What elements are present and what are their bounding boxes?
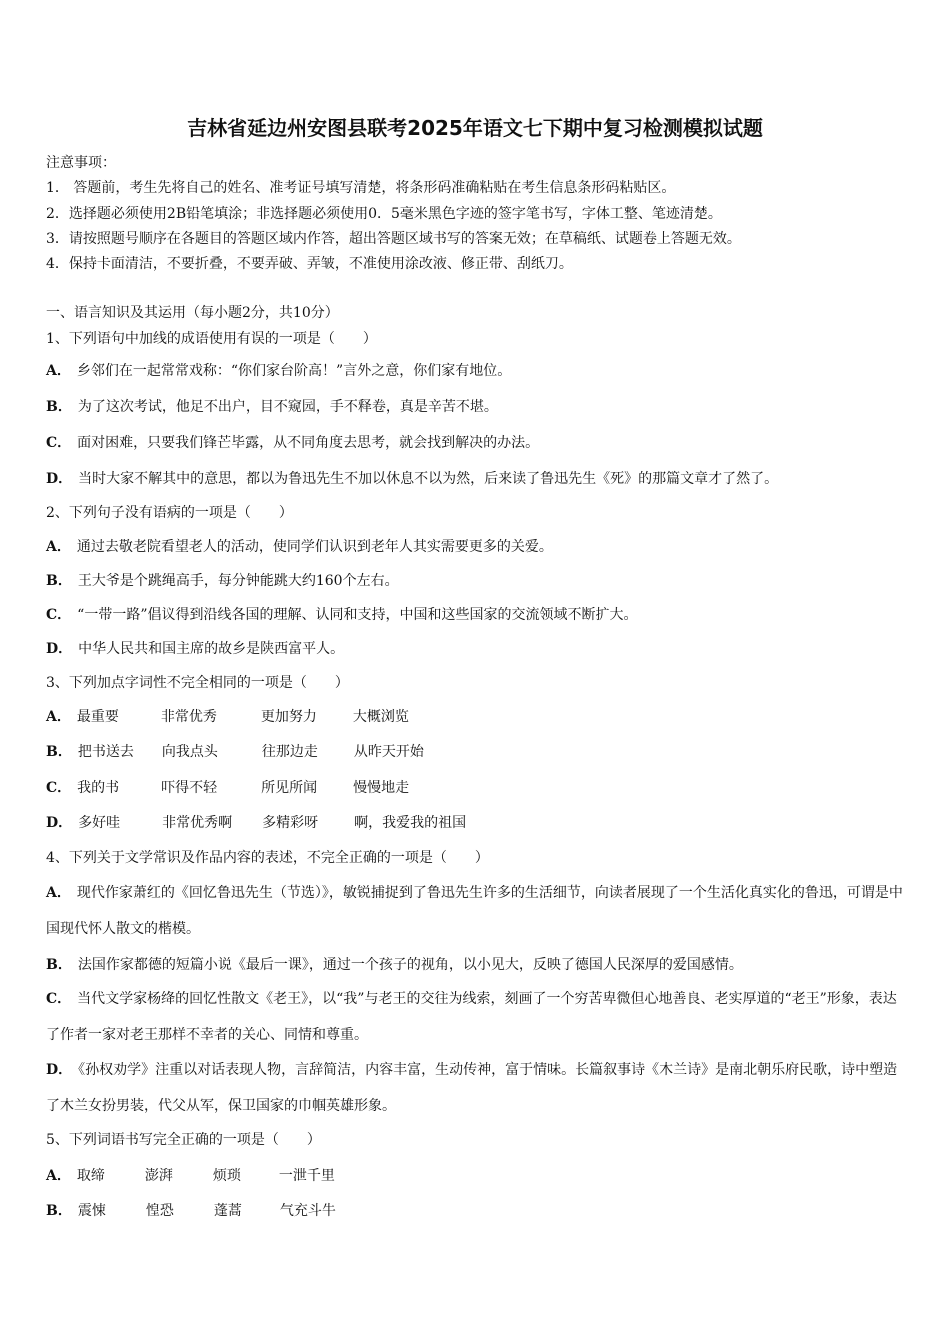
option-text: 王大爷是个跳绳高手，每分钟能跳大约160个左右。 [77, 573, 399, 589]
word: 把书送去 [77, 744, 134, 760]
question-stem: 3、下列加点字词性不完全相同的一项是（ ） [46, 675, 349, 691]
option-c [46, 777, 409, 797]
word: 更加努力 [260, 709, 317, 725]
word: 非常优秀 [160, 709, 217, 725]
option-label: A． [46, 363, 71, 379]
option-label: C． [46, 435, 72, 451]
word: 从昨天开始 [353, 744, 424, 760]
notice-item: 2．选择题必须使用2B铅笔填涂；非选择题必须使用0．5毫米黑色字迹的签字笔书写，字体工整、笔迹清楚。 [46, 206, 722, 222]
option-b [46, 954, 743, 974]
word: 非常优秀啊 [162, 815, 233, 831]
option-d [46, 638, 344, 658]
option-a [46, 360, 511, 380]
option-text: “一带一路”倡议得到沿线各国的理解、认同和支持，中国和这些国家的交流领域不断扩大。 [77, 607, 638, 623]
option-label: B． [46, 1203, 72, 1219]
option-d [46, 468, 778, 488]
option-label: B． [46, 573, 72, 589]
word: 啊，我爱我的祖国 [354, 815, 467, 831]
option-d [46, 812, 466, 832]
option-b [46, 1200, 336, 1220]
option-label: A． [46, 1168, 71, 1184]
word: 最重要 [76, 709, 119, 725]
option-text: 当代文学家杨绛的回忆性散文《老王》，以“我”与老王的交往为线索，刻画了一个穷苦卑微但心地善良、老实厚道的“老王”形象，表达了作者一家对老王那样不幸者的关心、同情和尊重。 [46, 991, 897, 1043]
notice-heading: 注意事项： [46, 155, 116, 171]
word: 多精彩呀 [262, 815, 319, 831]
question-stem: 5、下列词语书写完全正确的一项是（ ） [46, 1132, 321, 1148]
word: 烦琐 [212, 1168, 241, 1184]
option-text: 乡邻们在一起常常戏称：“你们家台阶高！”言外之意，你们家有地位。 [76, 363, 512, 379]
option-label: B． [46, 399, 72, 415]
option-label: A． [46, 539, 71, 555]
notice-item: 3．请按照题号顺序在各题目的答题区域内作答，超出答题区域书写的答案无效；在草稿纸、试题卷上答题无效。 [46, 231, 741, 247]
question-stem: 4、下列关于文学常识及作品内容的表述，不完全正确的一项是（ ） [46, 850, 489, 866]
option-text: 面对困难，只要我们锋芒毕露，从不同角度去思考，就会找到解决的办法。 [77, 435, 540, 451]
option-c [46, 981, 906, 1053]
word: 大概浏览 [352, 709, 409, 725]
option-label: D． [46, 1062, 73, 1078]
word: 震悚 [77, 1203, 106, 1219]
option-b [46, 570, 399, 590]
option-label: C． [46, 607, 72, 623]
option-text: 法国作家都德的短篇小说《最后一课》，通过一个孩子的视角，以小见大，反映了德国人民深厚的爱国感情。 [77, 957, 743, 973]
option-d [46, 1052, 906, 1124]
option-b [46, 741, 424, 761]
option-text: 当时大家不解其中的意思，都以为鲁迅先生不加以休息不以为然，后来读了鲁迅先生《死》的那篇文章才了然了。 [78, 471, 779, 487]
option-label: A． [46, 709, 71, 725]
option-a [46, 875, 906, 947]
option-a [46, 1165, 335, 1185]
option-text: 为了这次考试，他足不出户，目不窥园，手不释卷，真是辛苦不堪。 [77, 399, 498, 415]
option-label: D． [46, 641, 73, 657]
word: 澎湃 [144, 1168, 173, 1184]
word: 慢慢地走 [353, 780, 410, 796]
word: 所见所闻 [261, 780, 318, 796]
word: 往那边走 [261, 744, 318, 760]
option-label: C． [46, 991, 72, 1007]
option-text: 中华人民共和国主席的故乡是陕西富平人。 [78, 641, 345, 657]
option-label: C． [46, 780, 72, 796]
option-label: D． [46, 815, 73, 831]
option-label: D． [46, 471, 73, 487]
option-text: 通过去敬老院看望老人的活动，使同学们认识到老年人其实需要更多的关爱。 [76, 539, 553, 555]
option-c [46, 432, 539, 452]
notice-item: 1． 答题前，考生先将自己的姓名、准考证号填写清楚，将条形码准确粘贴在考生信息条形码粘贴区。 [46, 180, 676, 196]
word: 惶恐 [145, 1203, 174, 1219]
section-heading: 一、语言知识及其运用（每小题2分，共10分） [46, 305, 339, 321]
option-label: B． [46, 957, 72, 973]
option-a [46, 706, 409, 726]
question-stem: 1、下列语句中加线的成语使用有误的一项是（ ） [46, 331, 377, 347]
page-title: 吉林省延边州安图县联考2025年语文七下期中复习检测模拟试题 [187, 116, 763, 140]
option-label: B． [46, 744, 72, 760]
word: 一泄千里 [278, 1168, 335, 1184]
word: 取缔 [76, 1168, 105, 1184]
option-label: A． [46, 885, 71, 901]
word: 向我点头 [161, 744, 218, 760]
option-b [46, 396, 498, 416]
question-stem: 2、下列句子没有语病的一项是（ ） [46, 505, 293, 521]
word: 多好哇 [78, 815, 121, 831]
word: 我的书 [77, 780, 120, 796]
word: 吓得不轻 [161, 780, 218, 796]
notice-item: 4．保持卡面清洁，不要折叠，不要弄破、弄皱，不准使用涂改液、修正带、刮纸刀。 [46, 256, 573, 272]
word: 气充斗牛 [279, 1203, 336, 1219]
option-text: 《孙权劝学》注重以对话表现人物，言辞简洁，内容丰富，生动传神，富于情味。长篇叙事诗《木兰诗》是南北朝乐府民歌，诗中塑造了木兰女扮男装，代父从军，保卫国家的巾帼英雄形象。 [46, 1062, 898, 1114]
option-c [46, 604, 637, 624]
option-a [46, 536, 553, 556]
option-text: 现代作家萧红的《回忆鲁迅先生（节选）》，敏锐捕捉到了鲁迅先生许多的生活细节，向读者展现了一个生活化真实化的鲁迅，可谓是中国现代怀人散文的楷模。 [46, 885, 903, 937]
word: 蓬蒿 [213, 1203, 242, 1219]
